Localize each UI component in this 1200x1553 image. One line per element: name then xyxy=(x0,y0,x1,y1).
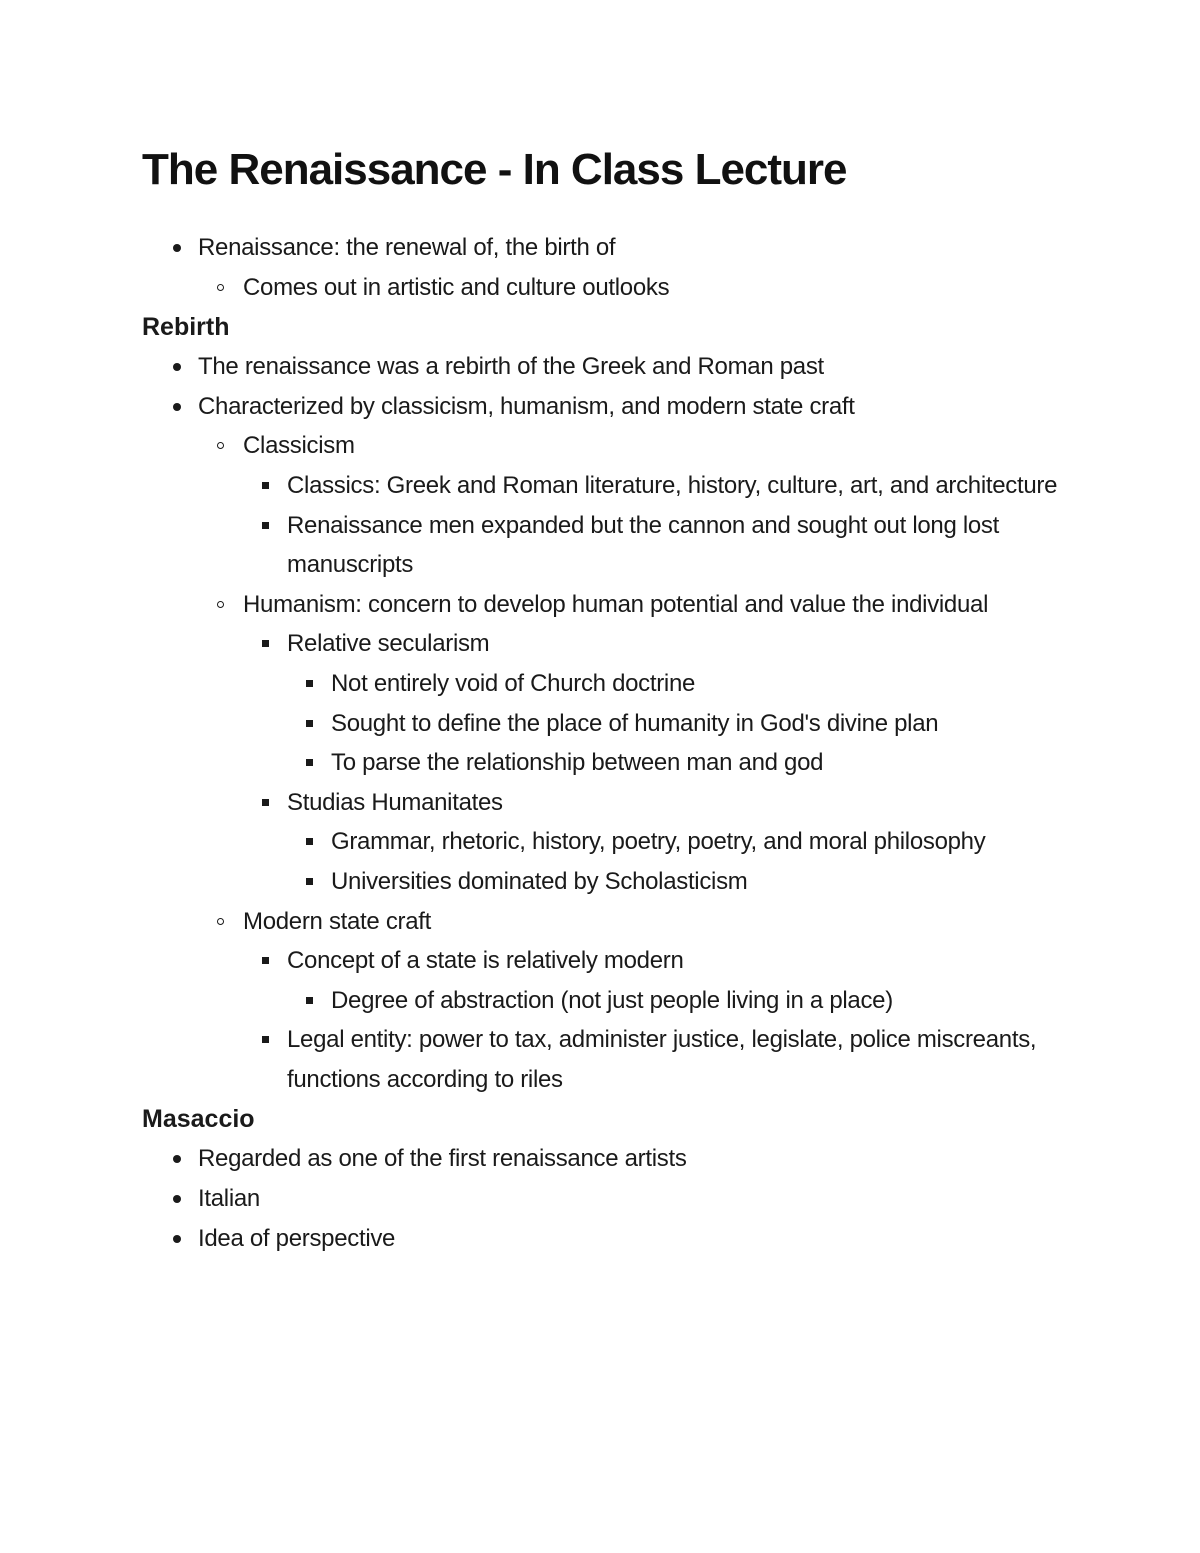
list-item xyxy=(142,268,1082,308)
square-bullet-icon xyxy=(306,838,313,845)
intro-list xyxy=(142,228,1082,268)
square-bullet-icon xyxy=(306,759,313,766)
list-item-text: Legal entity: power to tax, administer justice, legislate, police miscreants, functions according to riles xyxy=(287,1026,1037,1093)
list-item-text: Characterized by classicism, humanism, and modern state craft xyxy=(198,392,855,420)
hollow-bullet-icon xyxy=(217,918,224,925)
list-item-text: Sought to define the place of humanity in God's divine plan xyxy=(331,709,939,737)
list-item-text: The renaissance was a rebirth of the Greek and Roman past xyxy=(198,353,824,381)
statecraft-sublist-b xyxy=(142,1020,1082,1099)
list-item-text: Humanism: concern to develop human potential and value the individual xyxy=(243,590,989,618)
masaccio-list xyxy=(142,1139,1082,1258)
section-heading-masaccio: Masaccio xyxy=(142,1105,255,1134)
list-item xyxy=(142,981,1082,1021)
square-bullet-icon xyxy=(306,878,313,885)
list-item xyxy=(142,426,1082,466)
list-item-text: Modern state craft xyxy=(243,907,432,935)
list-item-text: Classicism xyxy=(243,432,355,460)
state-concept-sublist xyxy=(142,981,1082,1021)
list-item xyxy=(142,704,1082,744)
list-item xyxy=(142,1020,1082,1099)
list-item xyxy=(142,1179,1082,1219)
list-item xyxy=(142,1219,1082,1259)
square-bullet-icon xyxy=(262,957,269,964)
secularism-sublist xyxy=(142,664,1082,783)
square-bullet-icon xyxy=(262,640,269,647)
list-item xyxy=(142,466,1082,506)
hollow-bullet-icon xyxy=(217,601,224,608)
hollow-bullet-icon xyxy=(217,442,224,449)
list-item-text: Not entirely void of Church doctrine xyxy=(331,669,696,697)
list-item-text: Studias Humanitates xyxy=(287,788,503,816)
list-item xyxy=(142,941,1082,981)
list-item xyxy=(142,743,1082,783)
list-item xyxy=(142,862,1082,902)
list-item-text: Relative secularism xyxy=(287,630,490,658)
classicism-sublist xyxy=(142,466,1082,585)
list-item xyxy=(142,1139,1082,1179)
list-item xyxy=(142,585,1082,625)
square-bullet-icon xyxy=(262,482,269,489)
document-page xyxy=(142,138,1082,1258)
list-item xyxy=(142,624,1082,664)
list-item xyxy=(142,783,1082,823)
bullet-icon xyxy=(173,244,181,252)
section-heading-rebirth: Rebirth xyxy=(142,313,230,342)
list-item xyxy=(142,506,1082,585)
classicism-list xyxy=(142,426,1082,466)
rebirth-list xyxy=(142,347,1082,426)
humanism-list xyxy=(142,585,1082,625)
intro-sublist xyxy=(142,268,1082,308)
list-item-text: Grammar, rhetoric, history, poetry, poetry, and moral philosophy xyxy=(331,828,986,856)
list-item-text: Concept of a state is relatively modern xyxy=(287,947,684,975)
humanism-sublist-a xyxy=(142,624,1082,664)
bullet-icon xyxy=(173,1235,181,1243)
list-item xyxy=(142,387,1082,427)
square-bullet-icon xyxy=(262,522,269,529)
square-bullet-icon xyxy=(306,997,313,1004)
list-item-text: Idea of perspective xyxy=(198,1224,396,1252)
list-item xyxy=(142,664,1082,704)
list-item-text: To parse the relationship between man and god xyxy=(331,749,824,777)
list-item xyxy=(142,822,1082,862)
list-item-text: Renaissance men expanded but the cannon and sought out long lost manuscripts xyxy=(287,511,1000,579)
humanism-sublist-b xyxy=(142,783,1082,823)
bullet-icon xyxy=(173,1195,181,1203)
list-item-text: Comes out in artistic and culture outlooks xyxy=(243,273,670,301)
square-bullet-icon xyxy=(262,1036,269,1043)
square-bullet-icon xyxy=(306,680,313,687)
statecraft-sublist-a xyxy=(142,941,1082,981)
bullet-icon xyxy=(173,403,181,411)
page-title: The Renaissance - In Class Lecture xyxy=(142,145,847,194)
list-item-text: Degree of abstraction (not just people living in a place) xyxy=(331,986,893,1014)
bullet-icon xyxy=(173,1155,181,1163)
list-item-text: Italian xyxy=(198,1185,260,1213)
list-item-text: Renaissance: the renewal of, the birth of xyxy=(198,234,616,261)
statecraft-list xyxy=(142,902,1082,942)
list-item-text: Regarded as one of the first renaissance artists xyxy=(198,1145,687,1173)
bullet-icon xyxy=(173,363,181,371)
square-bullet-icon xyxy=(262,799,269,806)
hollow-bullet-icon xyxy=(217,284,224,291)
list-item-text: Universities dominated by Scholasticism xyxy=(331,867,748,895)
list-item xyxy=(142,902,1082,942)
studias-sublist xyxy=(142,822,1082,901)
list-item xyxy=(142,228,1082,268)
list-item xyxy=(142,347,1082,387)
list-item-text: Classics: Greek and Roman literature, history, culture, art, and architecture xyxy=(287,471,1058,499)
square-bullet-icon xyxy=(306,720,313,727)
